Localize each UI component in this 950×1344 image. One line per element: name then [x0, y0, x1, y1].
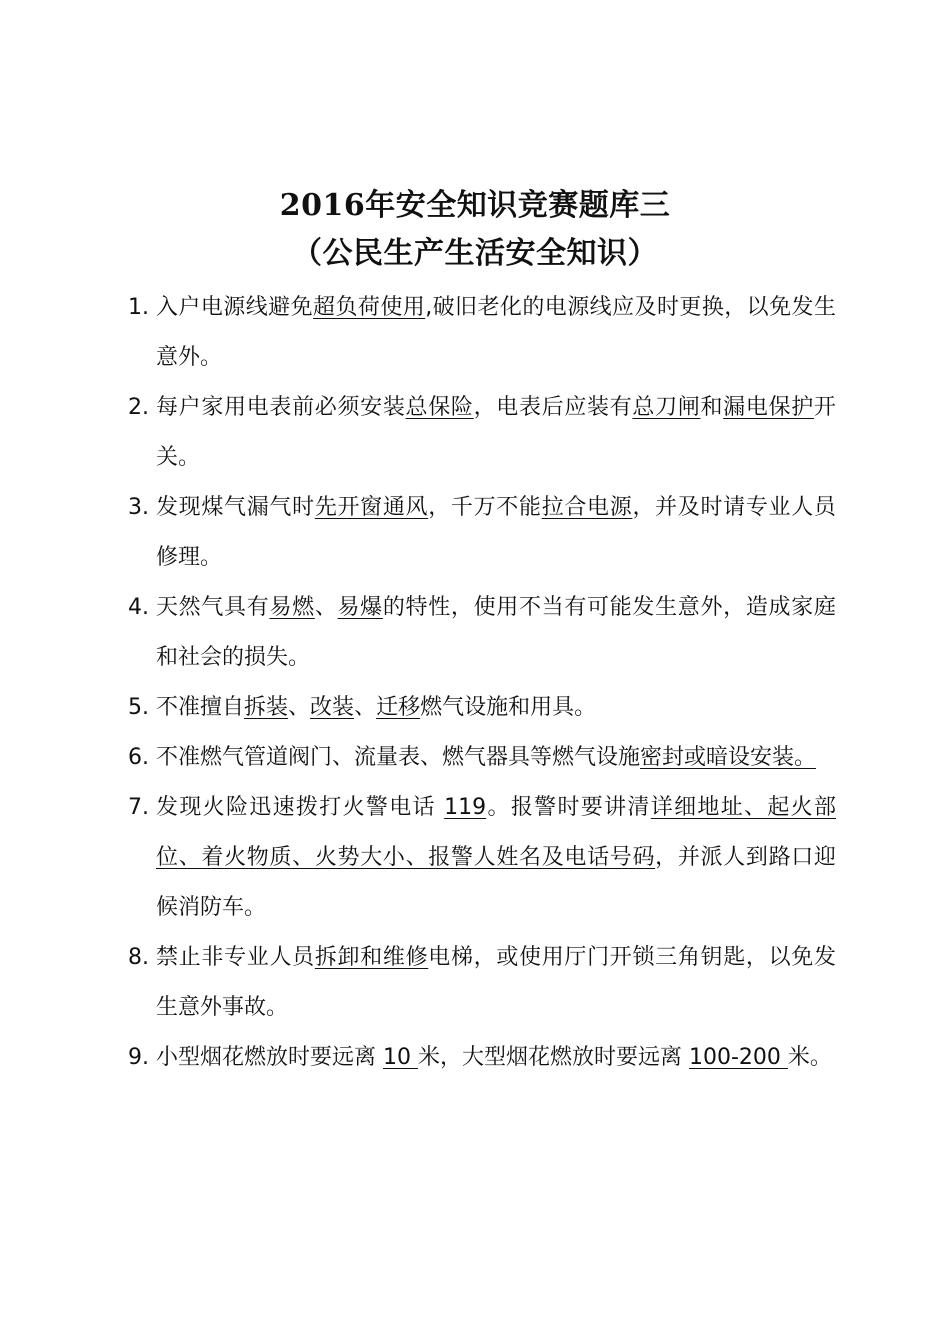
question-text	[156, 583, 836, 683]
question-item	[0, 783, 950, 933]
question-text	[156, 683, 836, 733]
question-number: 5.	[128, 695, 149, 720]
document-subtitle: （公民生产生活安全知识）	[292, 236, 658, 271]
answer-keyword: 拆装	[244, 695, 289, 720]
question-text-segment: 和	[700, 395, 724, 420]
document-title: 2016年安全知识竞赛题库三	[279, 188, 671, 223]
question-text-segment: ，并及时请专业人员修理。	[156, 495, 836, 570]
question-text-segment: 开关。	[156, 395, 836, 470]
question-list	[0, 283, 950, 1083]
question-text	[156, 1033, 836, 1083]
question-text-segment: 天然气具有	[156, 595, 270, 620]
answer-keyword: 119	[444, 795, 487, 820]
question-item	[0, 1033, 950, 1083]
question-number: 6.	[128, 745, 149, 770]
question-text-segment: 小型烟花燃放时要远离	[156, 1045, 383, 1070]
answer-keyword: 先开窗通风	[314, 495, 429, 520]
question-text-segment: 每户家用电表前必须安装	[156, 395, 406, 420]
question-text-segment: 不准燃气管道阀门、流量表、燃气器具等燃气设施	[156, 745, 641, 770]
question-number: 4.	[128, 595, 149, 620]
question-item	[0, 283, 950, 383]
question-text-segment: 。报警时要讲清	[486, 795, 651, 820]
question-text-segment: 、	[354, 695, 377, 720]
answer-keyword: 易爆	[337, 595, 383, 620]
answer-keyword: 超负荷使用	[313, 295, 426, 320]
question-number: 7.	[128, 795, 149, 820]
question-text-segment: 、	[314, 595, 338, 620]
question-number: 8.	[128, 945, 149, 970]
answer-keyword: 总刀闸	[632, 395, 701, 420]
question-number: 9.	[128, 1045, 149, 1070]
question-item	[0, 483, 950, 583]
answer-keyword: 详细地址、起火部位、着火物质、火势大小、报警人姓名及电话号码	[156, 795, 836, 870]
question-item	[0, 683, 950, 733]
answer-keyword: 漏电保护	[723, 395, 814, 420]
question-item	[0, 733, 950, 783]
question-number: 3.	[128, 495, 149, 520]
question-text-segment: 的特性，使用不当有可能发生意外，造成家庭和社会的损失。	[156, 595, 836, 670]
question-item	[0, 383, 950, 483]
question-text-segment: ，千万不能	[428, 495, 542, 520]
question-text-segment: 不准擅自	[156, 695, 245, 720]
question-text-segment: 发现火险迅速拨打火警电话	[156, 795, 445, 820]
question-text-segment: 电梯，或使用厅门开锁三角钥匙，以免发生意外事故。	[156, 945, 836, 1020]
question-text	[156, 783, 836, 933]
answer-keyword: 拉合电源	[541, 495, 633, 520]
question-text-segment: 、	[288, 695, 311, 720]
answer-keyword: 改装	[310, 695, 355, 720]
question-text-segment: 禁止非专业人员	[156, 945, 315, 970]
answer-keyword: 10	[383, 1045, 418, 1070]
answer-keyword: 迁移	[376, 695, 421, 720]
question-item	[0, 933, 950, 1033]
question-text-segment: 入户电源线避免	[156, 295, 314, 320]
question-text	[156, 283, 836, 383]
question-text	[156, 383, 836, 483]
question-text-segment: ，电表后应装有	[473, 395, 633, 420]
answer-keyword: 100-200	[689, 1045, 788, 1070]
question-text	[156, 933, 836, 1033]
question-text-segment: ,破旧老化的电源线应及时更换，以免发生意外。	[156, 295, 836, 370]
question-item	[0, 583, 950, 683]
answer-keyword: 密封或暗设安装。	[640, 745, 817, 770]
question-text-segment: 发现煤气漏气时	[156, 495, 315, 520]
answer-keyword: 拆卸和维修	[314, 945, 429, 970]
question-text	[156, 483, 836, 583]
question-number: 2.	[128, 395, 149, 420]
answer-keyword: 总保险	[405, 395, 474, 420]
question-text-segment: 米，大型烟花燃放时要远离	[418, 1045, 689, 1070]
answer-keyword: 易燃	[269, 595, 315, 620]
question-text-segment: 燃气设施和用具。	[420, 695, 597, 720]
question-number: 1.	[128, 295, 149, 320]
question-text-segment: 米。	[787, 1045, 832, 1070]
question-text-segment: ，并派人到路口迎候消防车。	[156, 845, 836, 920]
question-text	[156, 733, 836, 783]
